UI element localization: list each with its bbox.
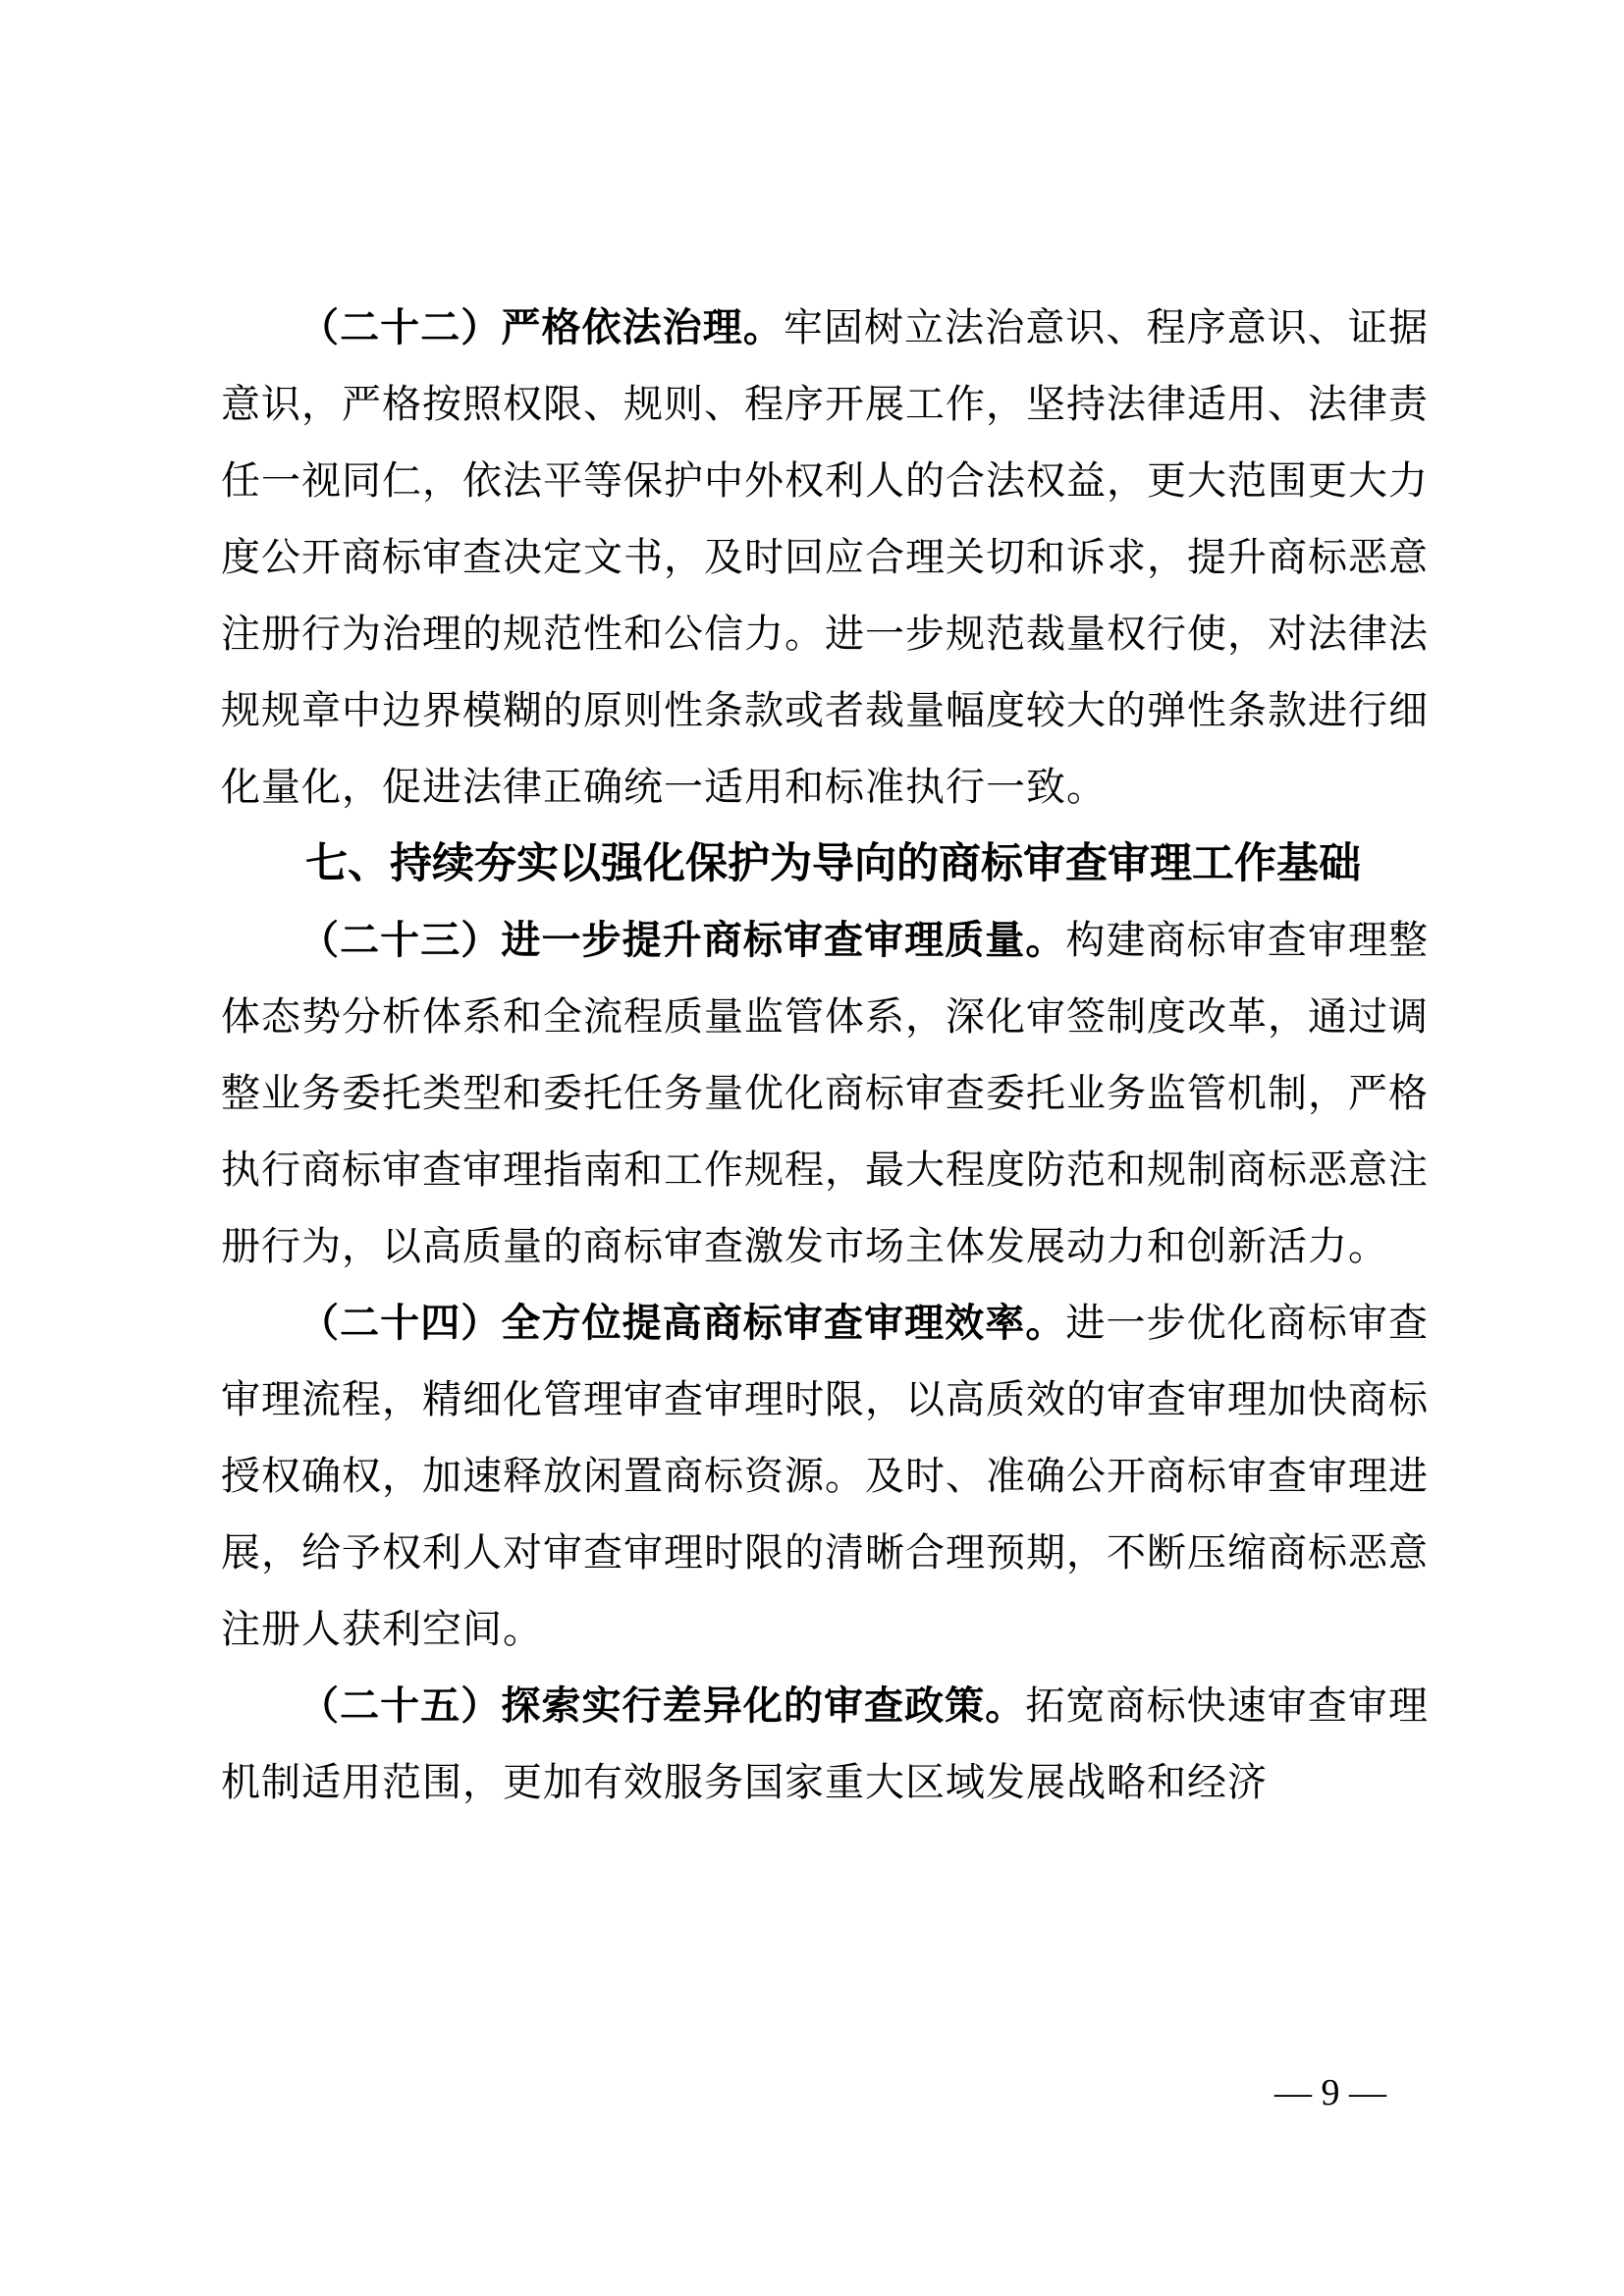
paragraph: [221, 290, 1429, 826]
paragraph: [221, 1285, 1429, 1668]
paragraph: [221, 1668, 1429, 1821]
paragraph: [221, 902, 1429, 1285]
paragraph-text: 拓宽商标快速审查审理机制适用范围，更加有效服务国家重大区域发展战略和经济: [221, 1683, 1430, 1804]
page-number: — 9 —: [1274, 2072, 1386, 2113]
paragraph-text: 进一步优化商标审查审理流程，精细化管理审查审理时限，以高质效的审查审理加快商标授权确权，加速释放闲置商标资源。及时、准确公开商标审查审理进展，给予权利人对审查审理时限的清晰合理预期，不断压缩商标恶意注册人获利空间。: [221, 1301, 1430, 1651]
paragraph-text: 构建商标审查审理整体态势分析体系和全流程质量监管体系，深化审签制度改革，通过调整业务委托类型和委托任务量优化商标审查委托业务监管机制，严格执行商标审查审理指南和工作规程，最大程度防范和规制商标恶意注册行为，以高质量的商标审查激发市场主体发展动力和创新活力。: [221, 918, 1430, 1268]
paragraph-lead: （二十五）探索实行差异化的审查政策。: [299, 1683, 1026, 1728]
section-heading: 七、持续夯实以强化保护为导向的商标审查审理工作基础: [305, 840, 1361, 887]
document-body: [221, 290, 1429, 1821]
paragraph-lead: （二十二）严格依法治理。: [299, 305, 784, 349]
paragraph-text: 牢固树立法治意识、程序意识、证据意识，严格按照权限、规则、程序开展工作，坚持法律适用、法律责任一视同仁，依法平等保护中外权利人的合法权益，更大范围更大力度公开商标审查决定文书，及时回应合理关切和诉求，提升商标恶意注册行为治理的规范性和公信力。进一步规范裁量权行使，对法律法规规章中边界模糊的原则性条款或者裁量幅度较大的弹性条款进行细化量化，促进法律正确统一适用和标准执行一致。: [221, 305, 1430, 809]
paragraph-lead: （二十三）进一步提升商标审查审理质量。: [299, 918, 1066, 962]
paragraph-lead: （二十四）全方位提高商标审查审理效率。: [299, 1301, 1066, 1345]
